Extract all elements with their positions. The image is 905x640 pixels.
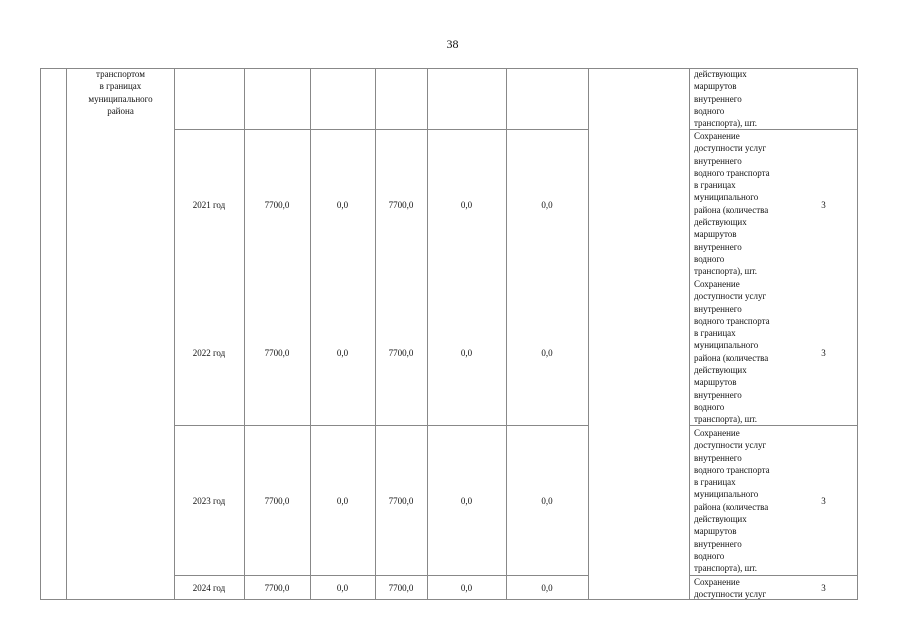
value-cell: 0,0: [336, 348, 349, 358]
value-cell: 0,0: [460, 348, 473, 358]
indicator-cell: Сохранение доступности услуг внутреннего водного транспорта в границах муниципального района (количества действующих маршрутов внутреннего водного транспорта), шт.: [694, 428, 770, 574]
total-cell: 7700,0: [264, 348, 290, 358]
col-divider-8: [588, 68, 589, 600]
col-divider-7: [506, 68, 507, 600]
value-cell: 0,0: [541, 583, 553, 593]
col-divider-4: [310, 68, 311, 600]
indicator-value: 3: [821, 496, 826, 506]
measure-name: транспортом в границах муниципального района: [88, 69, 153, 116]
indicator-cell: Сохранение доступности услуг внутреннего водного транспорта в границах муниципального района (количества действующих маршрутов внутреннего водного транспорта), шт.: [694, 131, 770, 277]
row-divider-2: [174, 425, 588, 426]
indicator-cell: Сохранение доступности услуг внутреннего водного транспорта в границах муниципального района (количества действующих маршрутов внутреннего водного транспорта), шт.: [694, 279, 770, 425]
indicator-value: 3: [821, 583, 826, 593]
value-cell: 7700,0: [388, 583, 414, 593]
budget-table: [40, 68, 858, 600]
col-divider-9: [689, 68, 690, 600]
value-cell: 7700,0: [388, 200, 414, 210]
year-cell: 2021 год: [192, 200, 226, 210]
page-number: 38: [446, 37, 459, 51]
value-cell: 7700,0: [388, 496, 414, 506]
value-cell: 0,0: [460, 496, 473, 506]
value-cell: 7700,0: [388, 348, 414, 358]
total-cell: 7700,0: [264, 496, 290, 506]
year-cell: 2023 год: [192, 496, 226, 506]
col-divider-5: [375, 68, 376, 600]
col-divider-6: [427, 68, 428, 600]
value-cell: 0,0: [460, 200, 473, 210]
year-cell: 2022 год: [192, 348, 226, 358]
total-cell: 7700,0: [264, 200, 290, 210]
value-cell: 0,0: [541, 348, 553, 358]
value-cell: 0,0: [460, 583, 473, 593]
value-cell: 0,0: [541, 200, 553, 210]
year-cell: 2024 год: [192, 583, 226, 593]
table-border-left: [40, 68, 41, 600]
row-divider-1: [174, 129, 588, 130]
value-cell: 0,0: [336, 496, 349, 506]
indicator-tail: действующих маршрутов внутреннего водного транспорта), шт.: [694, 69, 758, 129]
value-cell: 0,0: [541, 496, 553, 506]
table-border-right: [857, 68, 858, 600]
row-divider-3: [174, 575, 588, 576]
value-cell: 0,0: [336, 583, 349, 593]
col-divider-2: [174, 68, 175, 600]
value-cell: 0,0: [336, 200, 349, 210]
indicator-value: 3: [821, 348, 826, 358]
col-divider-3: [244, 68, 245, 600]
indicator-cell: Сохранение доступности услуг: [694, 577, 767, 600]
col-divider-1: [66, 68, 67, 600]
total-cell: 7700,0: [264, 583, 290, 593]
indicator-value: 3: [821, 200, 826, 210]
